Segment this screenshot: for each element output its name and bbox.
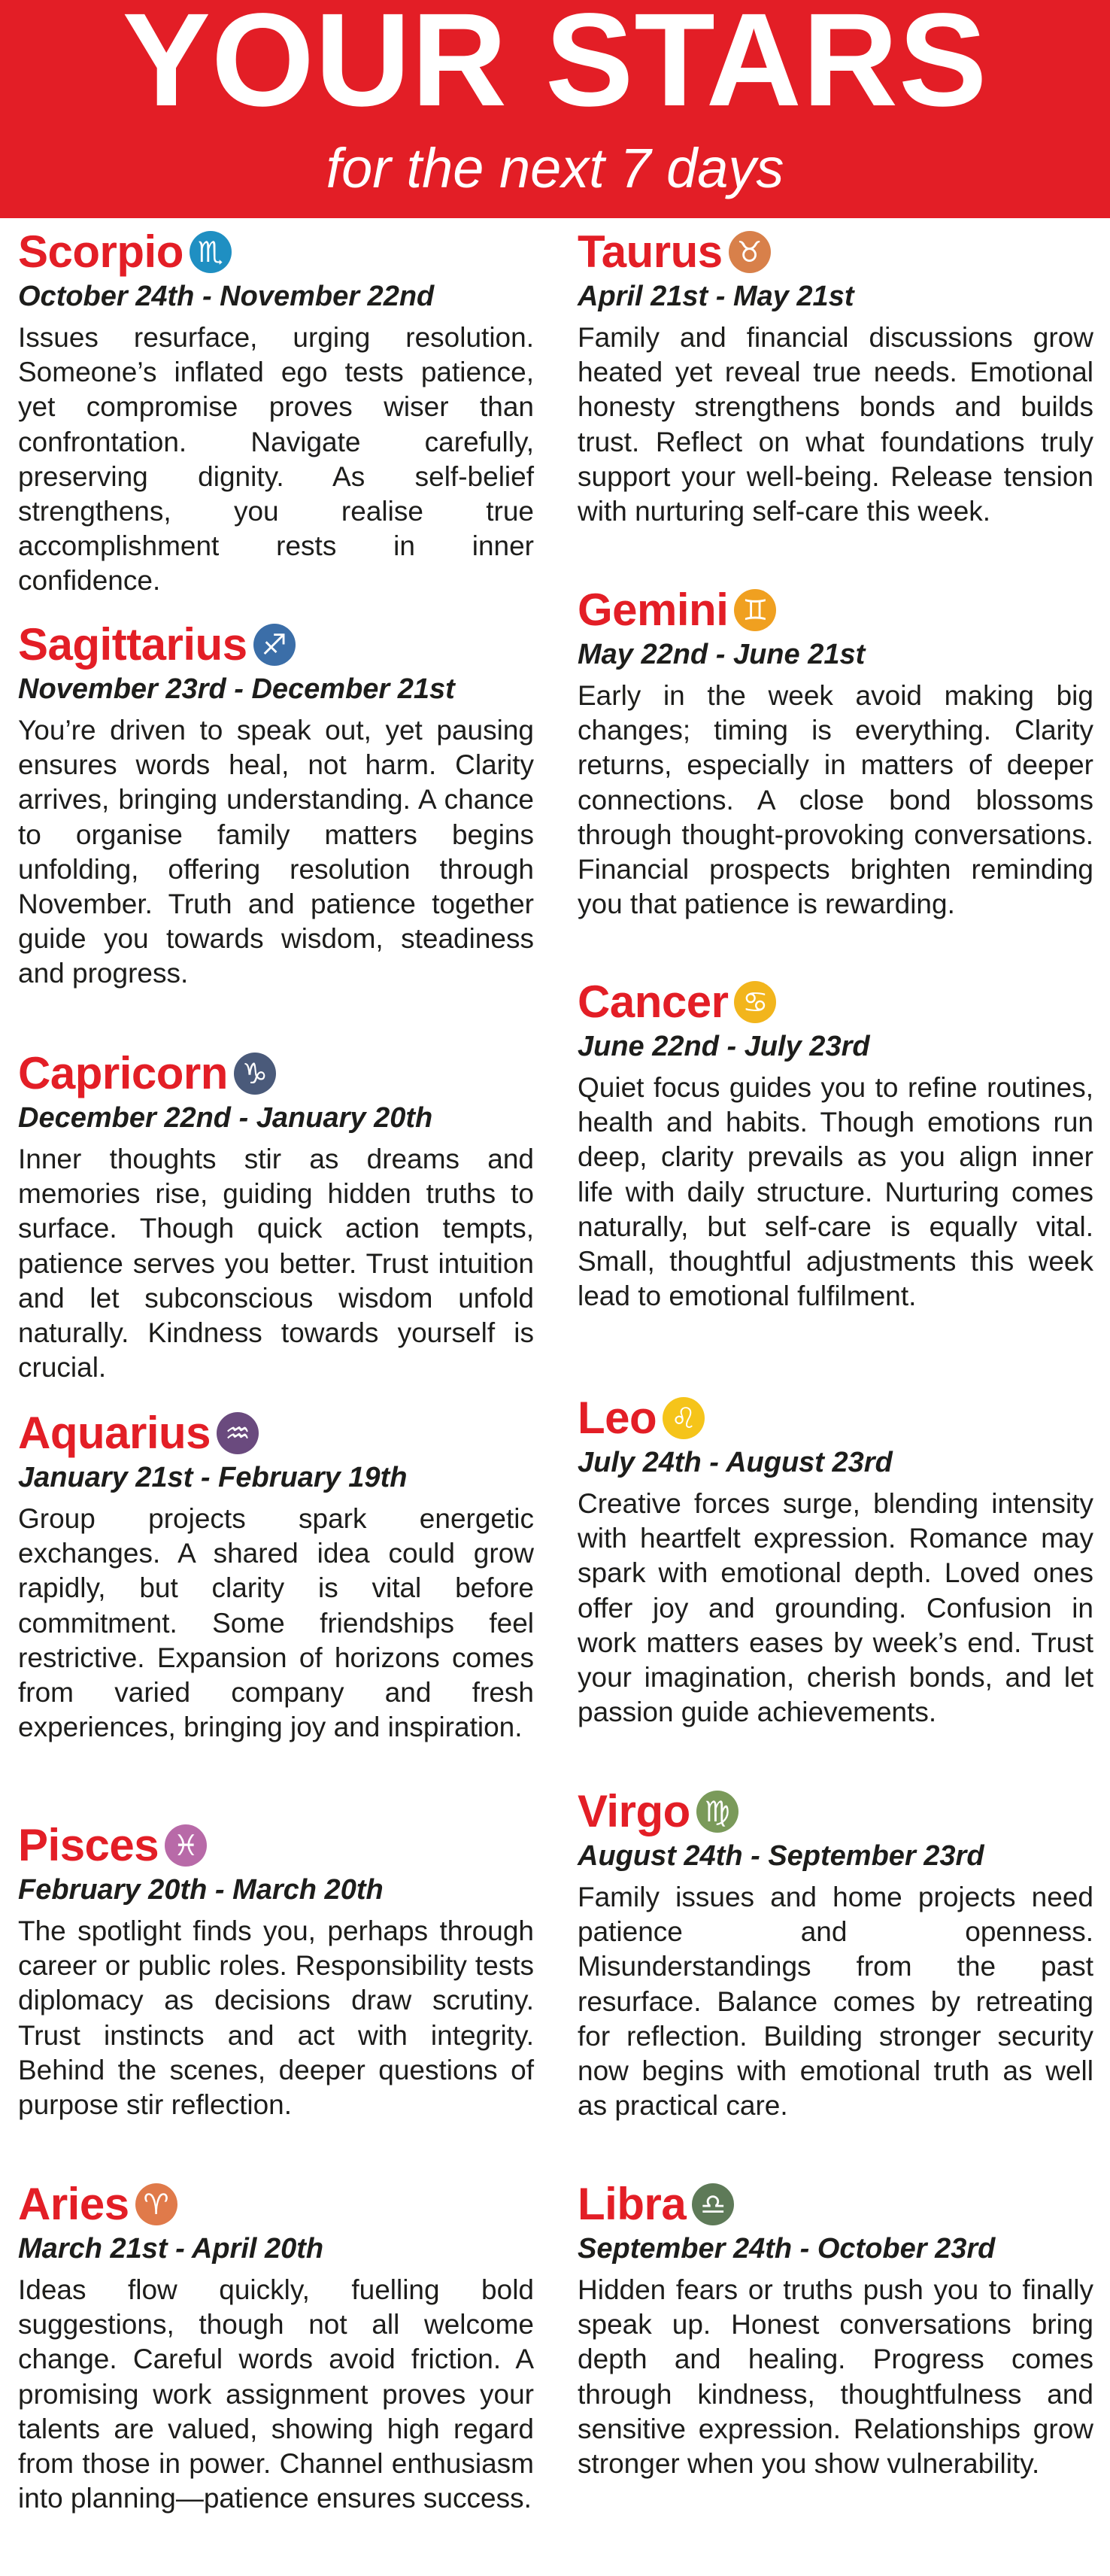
sagittarius-symbol-icon: ♐	[253, 624, 296, 666]
virgo-symbol-icon: ♍	[696, 1791, 738, 1833]
libra-symbol-icon: ♎	[692, 2183, 734, 2225]
sign-header	[18, 618, 534, 671]
sign-name: Taurus	[578, 226, 723, 277]
sign-forecast: Early in the week avoid making big changes; timing is everything. Clarity returns, especially in matters of deeper connections. A close bond blossoms through thought-provoking conversations. Financial prospects brighten reminding you that patience is rewarding.	[578, 680, 1093, 920]
sign-header	[18, 1819, 534, 1872]
sign-aquarius	[18, 1407, 534, 1745]
sign-dates: October 24th - November 22nd	[18, 281, 435, 312]
sign-forecast: Family and financial discussions grow heated yet reveal true needs. Emotional honesty strengthens bonds and builds trust. Reflect on what foundations truly support your well-being. Release tension with nurturing self-care this week.	[578, 322, 1093, 527]
sign-header	[578, 1392, 1093, 1444]
sign-forecast: You’re driven to speak out, yet pausing ensures words heal, not harm. Clarity arrives, bringing understanding. A chance to organise family matters begins unfolding, offering resolution through November. Truth and patience together guide you towards wisdom, steadiness and progress.	[18, 715, 534, 989]
sign-dates: July 24th - August 23rd	[578, 1447, 893, 1478]
sign-forecast: Family issues and home projects need patience and openness. Misunderstandings from the past resurface. Balance comes by retreating for reflection. Building stronger security now begins with emotional truth as well as practical care.	[578, 1882, 1093, 2122]
sign-name: Pisces	[18, 1820, 159, 1870]
sign-dates: March 21st - April 20th	[18, 2233, 324, 2265]
sign-leo	[578, 1392, 1093, 1730]
sign-gemini	[578, 584, 1093, 922]
sign-name: Sagittarius	[18, 619, 247, 670]
sign-forecast: Issues resurface, urging resolution. Someone’s inflated ego tests patience, yet compromise proves wiser than confrontation. Navigate carefully, preserving dignity. As self-belief strengthens, you realise true accomplishment rests in inner confidence.	[18, 322, 534, 597]
sign-forecast: Group projects spark energetic exchanges. A shared idea could grow rapidly, but clarity is vital before commitment. Some friendships feel restrictive. Expansion of horizons comes from varied company and fresh experiences, bringing joy and inspiration.	[18, 1503, 534, 1743]
leo-symbol-icon: ♌	[663, 1397, 705, 1439]
sign-cancer	[578, 976, 1093, 1314]
sign-dates: May 22nd - June 21st	[578, 639, 866, 670]
sign-header	[18, 1047, 534, 1100]
sign-dates: February 20th - March 20th	[18, 1874, 384, 1906]
sign-header	[18, 1407, 534, 1460]
sign-name: Libra	[578, 2179, 687, 2229]
sign-virgo	[578, 1785, 1093, 2123]
sign-header	[18, 2178, 534, 2231]
sign-forecast: Quiet focus guides you to refine routines, health and habits. Though emotions run deep, clarity prevails as you align inner life with daily structure. Nurturing comes naturally, but self-care is equally vital. Small, thoughtful adjustments this week lead to emotional fulfilment.	[578, 1072, 1093, 1312]
scorpio-symbol-icon: ♏	[190, 231, 232, 273]
sign-capricorn	[18, 1047, 534, 1385]
sign-forecast: Creative forces surge, blending intensity with heartfelt expression. Romance may spark with emotional depth. Loved ones offer joy and grounding. Confusion in work matters eases by week’s end. Trust your imagination, cherish bonds, and let passion guide achievements.	[578, 1488, 1093, 1728]
sign-header	[578, 584, 1093, 636]
sign-name: Aries	[18, 2179, 129, 2229]
sign-header	[578, 976, 1093, 1028]
sign-forecast: Ideas flow quickly, fuelling bold suggestions, though not all welcome change. Careful words avoid friction. A promising work assignment proves your talents are valued, showing high regard from those in power. Channel enthusiasm into planning—patience ensures success.	[18, 2274, 534, 2514]
sign-sagittarius	[18, 618, 534, 992]
sign-forecast: Inner thoughts stir as dreams and memories rise, guiding hidden truths to surface. Though quick action tempts, patience serves you better. Trust intuition and let subconscious wisdom unfold naturally. Kindness towards yourself is crucial.	[18, 1144, 534, 1384]
sign-name: Leo	[578, 1393, 657, 1443]
sign-dates: August 24th - September 23rd	[578, 1840, 984, 1872]
sign-forecast: The spotlight finds you, perhaps through career or public roles. Responsibility tests diplomacy as decisions draw scrutiny. Trust instincts and act with integrity. Behind the scenes, deeper questions of purpose stir reflection.	[18, 1915, 534, 2121]
sign-name: Cancer	[578, 977, 729, 1027]
sign-dates: June 22nd - July 23rd	[578, 1031, 870, 1062]
capricorn-symbol-icon: ♑	[234, 1053, 276, 1095]
sign-name: Virgo	[578, 1786, 690, 1836]
sign-header	[578, 2178, 1093, 2231]
sign-name: Gemini	[578, 585, 729, 635]
aries-symbol-icon: ♈	[135, 2183, 177, 2225]
sign-dates: November 23rd - December 21st	[18, 673, 455, 705]
sign-header	[578, 1785, 1093, 1838]
sign-forecast: Hidden fears or truths push you to finally speak up. Honest conversations bring depth and healing. Progress comes through kindness, thoughtfulness and sensitive expression. Relationships grow stronger when you show vulnerability.	[578, 2274, 1093, 2480]
sign-name: Aquarius	[18, 1408, 211, 1458]
taurus-symbol-icon: ♉	[729, 231, 771, 273]
sign-dates: September 24th - October 23rd	[578, 2233, 996, 2265]
aquarius-symbol-icon: ♒	[217, 1412, 259, 1454]
sign-dates: January 21st - February 19th	[18, 1462, 408, 1493]
sign-name: Capricorn	[18, 1048, 228, 1098]
header-banner	[0, 0, 1110, 218]
page-title: YOUR STARS	[122, 0, 988, 134]
sign-name: Scorpio	[18, 226, 183, 277]
sign-aries	[18, 2178, 534, 2516]
sign-taurus	[578, 226, 1093, 529]
sign-header	[18, 226, 534, 278]
cancer-symbol-icon: ♋	[734, 981, 776, 1023]
sign-pisces	[18, 1819, 534, 2122]
gemini-symbol-icon: ♊	[734, 589, 776, 631]
pisces-symbol-icon: ♓	[165, 1824, 207, 1867]
sign-dates: April 21st - May 21st	[578, 281, 854, 312]
sign-dates: December 22nd - January 20th	[18, 1102, 433, 1134]
page-subtitle: for the next 7 days	[326, 137, 784, 199]
sign-scorpio	[18, 226, 534, 599]
sign-header	[578, 226, 1093, 278]
sign-libra	[578, 2178, 1093, 2481]
